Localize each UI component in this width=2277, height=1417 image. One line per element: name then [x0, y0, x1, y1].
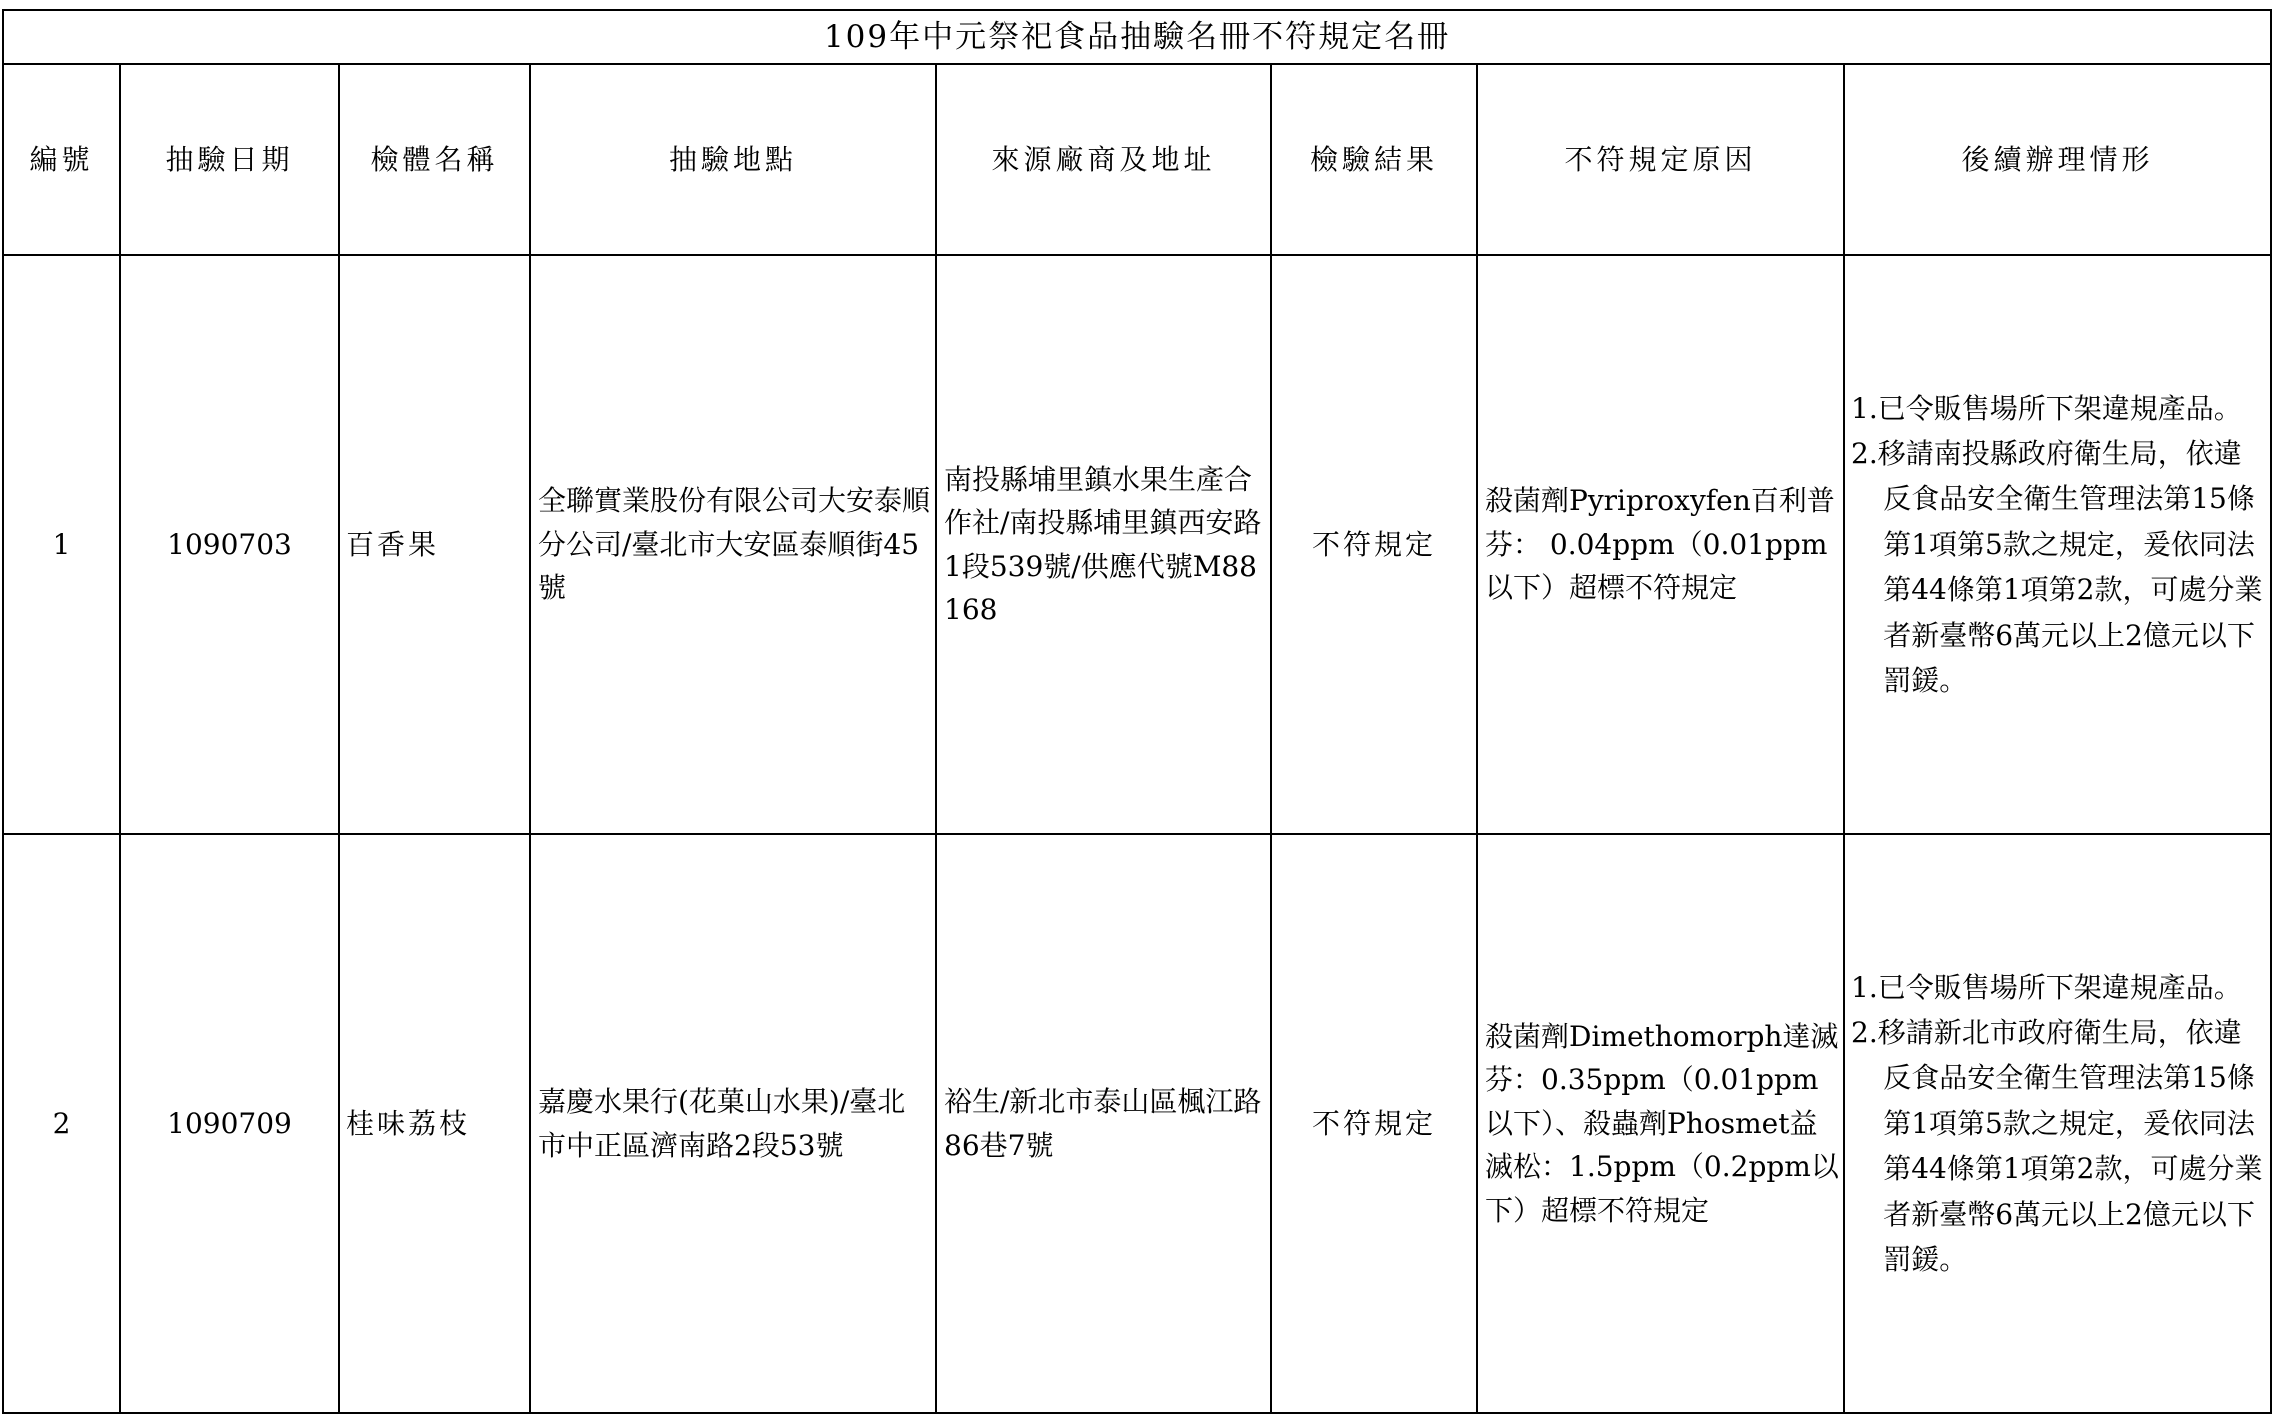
followup-item: 2.移請新北市政府衛生局，依違反食品安全衛生管理法第15條第1項第5款之規定，爰依同法第44條第1項第2款，可處分業者新臺幣6萬元以上2億元以下罰鍰。 — [1851, 1016, 2263, 1276]
cell-date: 1090703 — [120, 255, 339, 834]
cell-followup — [1844, 834, 2271, 1413]
table-row — [3, 834, 2271, 1413]
cell-followup — [1844, 255, 2271, 834]
cell-reason: 殺菌劑Dimethomorph達滅芬：0.35ppm（0.01ppm以下）、殺蟲劑Phosmet益滅松：1.5ppm（0.2ppm以下）超標不符規定 — [1477, 834, 1844, 1413]
cell-sample: 百香果 — [339, 255, 530, 834]
followup-item: 1.已令販售場所下架違規產品。 — [1851, 391, 2242, 425]
header-no: 編號 — [3, 64, 120, 255]
noncompliance-table — [2, 9, 2272, 1414]
cell-result: 不符規定 — [1271, 834, 1477, 1413]
header-result: 檢驗結果 — [1271, 64, 1477, 255]
cell-location: 全聯實業股份有限公司大安泰順分公司/臺北市大安區泰順街45號 — [530, 255, 936, 834]
cell-reason: 殺菌劑Pyriproxyfen百利普芬： 0.04ppm（0.01ppm以下）超標不符規定 — [1477, 255, 1844, 834]
cell-no: 2 — [3, 834, 120, 1413]
followup-item: 1.已令販售場所下架違規產品。 — [1851, 970, 2242, 1004]
header-row — [3, 64, 2271, 255]
cell-source: 裕生/新北市泰山區楓江路86巷7號 — [936, 834, 1271, 1413]
header-date: 抽驗日期 — [120, 64, 339, 255]
title-row — [3, 10, 2271, 64]
table-row — [3, 255, 2271, 834]
cell-result: 不符規定 — [1271, 255, 1477, 834]
header-source: 來源廠商及地址 — [936, 64, 1271, 255]
cell-no: 1 — [3, 255, 120, 834]
cell-location: 嘉慶水果行(花菓山水果)/臺北市中正區濟南路2段53號 — [530, 834, 936, 1413]
header-reason: 不符規定原因 — [1477, 64, 1844, 255]
header-sample: 檢體名稱 — [339, 64, 530, 255]
followup-item: 2.移請南投縣政府衛生局，依違反食品安全衛生管理法第15條第1項第5款之規定，爰依同法第44條第1項第2款，可處分業者新臺幣6萬元以上2億元以下罰鍰。 — [1851, 437, 2263, 697]
table-title: 109年中元祭祀食品抽驗名冊不符規定名冊 — [3, 10, 2271, 64]
cell-sample: 桂味荔枝 — [339, 834, 530, 1413]
header-location: 抽驗地點 — [530, 64, 936, 255]
cell-source: 南投縣埔里鎮水果生產合作社/南投縣埔里鎮西安路1段539號/供應代號M88168 — [936, 255, 1271, 834]
inspection-sheet — [2, 9, 2270, 1408]
header-followup: 後續辦理情形 — [1844, 64, 2271, 255]
cell-date: 1090709 — [120, 834, 339, 1413]
